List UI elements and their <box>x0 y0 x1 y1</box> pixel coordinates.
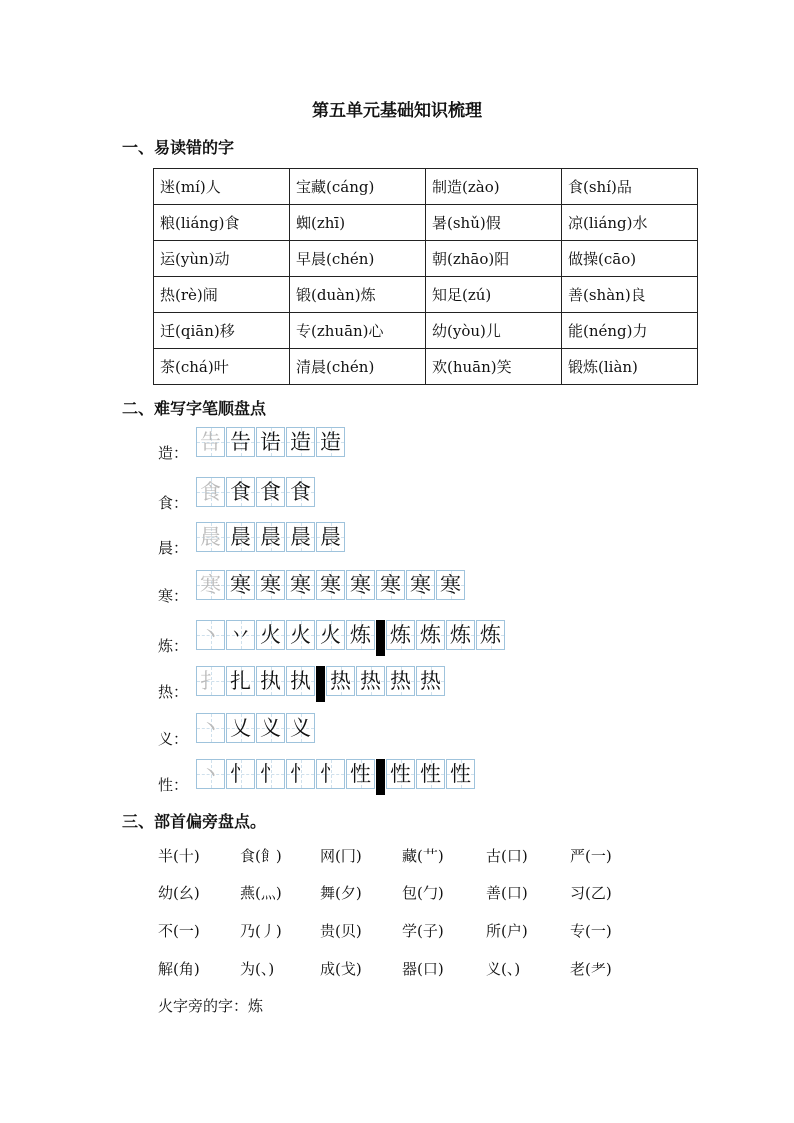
stroke-step-box <box>476 620 505 650</box>
table-row <box>154 241 698 277</box>
stroke-step-char: 炼 <box>420 623 441 647</box>
stroke-step-box <box>226 759 255 789</box>
radical-item: 成(戈) <box>320 960 362 978</box>
stroke-step-char: 热 <box>420 669 441 693</box>
table-cell: 早晨(chén) <box>290 241 426 277</box>
stroke-step-char: 扌 <box>200 669 221 693</box>
section-heading-misread: 一、易读错的字 <box>122 138 235 157</box>
section-heading-radicals: 三、部首偏旁盘点。 <box>122 812 267 831</box>
stroke-step-char: 丶 <box>200 623 221 647</box>
stroke-step-box <box>226 477 255 507</box>
stroke-step-box <box>196 522 225 552</box>
stroke-step-box <box>256 427 285 457</box>
radical-item: 老(耂) <box>570 960 612 978</box>
table-row <box>154 349 698 385</box>
radical-item: 善(口) <box>486 884 528 902</box>
stroke-step-char: 寒 <box>440 573 461 597</box>
stroke-step-box <box>386 666 415 696</box>
stroke-step-box <box>226 666 255 696</box>
page-break-bar <box>376 620 385 656</box>
radical-item: 学(子) <box>402 922 444 940</box>
table-cell: 宝藏(cáng) <box>290 169 426 205</box>
fire-radical-note: 火字旁的字：炼 <box>158 997 264 1015</box>
stroke-step-char: 丶 <box>200 762 221 786</box>
table-cell: 运(yùn)动 <box>154 241 290 277</box>
stroke-step-char: 晨 <box>320 525 341 549</box>
stroke-order-label: 造： <box>158 444 189 462</box>
radical-item: 幼(幺) <box>158 884 200 902</box>
stroke-step-char: 执 <box>260 669 281 693</box>
radical-item: 贵(贝) <box>320 922 362 940</box>
stroke-step-char: 告 <box>230 430 251 454</box>
stroke-step-char: 忄 <box>290 762 311 786</box>
table-cell: 食(shí)品 <box>562 169 698 205</box>
radical-item: 食(飠) <box>240 847 282 865</box>
stroke-step-box <box>416 620 445 650</box>
page-break-bar <box>316 666 325 702</box>
radical-item: 器(口) <box>402 960 444 978</box>
radical-item: 解(角) <box>158 960 200 978</box>
stroke-step-char: 炼 <box>450 623 471 647</box>
stroke-step-char: 晨 <box>230 525 251 549</box>
stroke-step-char: 热 <box>360 669 381 693</box>
stroke-step-char: 炼 <box>350 623 371 647</box>
stroke-step-box <box>346 570 375 600</box>
radical-item: 严(一) <box>570 847 612 865</box>
table-cell: 茶(chá)叶 <box>154 349 290 385</box>
stroke-step-char: 扎 <box>230 669 251 693</box>
stroke-order-boxes <box>196 427 346 457</box>
stroke-order-label: 食： <box>158 494 189 512</box>
stroke-step-char: 热 <box>330 669 351 693</box>
table-cell: 迷(mí)人 <box>154 169 290 205</box>
stroke-step-char: 晨 <box>200 525 221 549</box>
stroke-step-box <box>286 713 315 743</box>
stroke-step-char: 执 <box>290 669 311 693</box>
stroke-step-box <box>256 570 285 600</box>
stroke-step-char: 义 <box>260 716 281 740</box>
stroke-step-box <box>256 713 285 743</box>
stroke-step-box <box>226 427 255 457</box>
section-heading-stroke-order: 二、难写字笔顺盘点 <box>122 399 267 418</box>
stroke-step-char: 食 <box>260 480 281 504</box>
stroke-step-char: 诰 <box>260 430 281 454</box>
table-row <box>154 169 698 205</box>
stroke-step-box <box>416 666 445 696</box>
stroke-step-char: 寒 <box>320 573 341 597</box>
stroke-step-box <box>286 477 315 507</box>
table-cell: 蜘(zhī) <box>290 205 426 241</box>
stroke-order-boxes <box>196 713 316 743</box>
stroke-step-box <box>196 620 225 650</box>
stroke-step-char: 晨 <box>260 525 281 549</box>
table-cell: 专(zhuān)心 <box>290 313 426 349</box>
stroke-step-box <box>286 570 315 600</box>
radical-item: 乃(丿) <box>240 922 282 940</box>
radical-item: 习(乙) <box>570 884 612 902</box>
radical-item: 半(十) <box>158 847 200 865</box>
stroke-order-boxes <box>196 570 466 600</box>
stroke-order-label: 炼： <box>158 637 189 655</box>
stroke-step-box <box>286 666 315 696</box>
stroke-order-label: 寒： <box>158 587 189 605</box>
stroke-step-box <box>316 570 345 600</box>
table-cell: 迁(qiān)移 <box>154 313 290 349</box>
stroke-step-char: 造 <box>320 430 341 454</box>
stroke-order-boxes <box>196 522 346 552</box>
table-cell: 凉(liáng)水 <box>562 205 698 241</box>
misread-words-table <box>153 168 698 385</box>
stroke-step-box <box>256 522 285 552</box>
radical-item: 舞(夕) <box>320 884 362 902</box>
stroke-step-char: 性 <box>450 762 471 786</box>
stroke-step-box <box>196 427 225 457</box>
table-cell: 热(rè)闹 <box>154 277 290 313</box>
radical-item: 所(户) <box>486 922 528 940</box>
stroke-order-boxes <box>196 759 476 795</box>
table-cell: 锻(duàn)炼 <box>290 277 426 313</box>
stroke-step-char: 忄 <box>230 762 251 786</box>
stroke-step-box <box>416 759 445 789</box>
stroke-step-box <box>346 759 375 789</box>
stroke-order-label: 热： <box>158 683 189 701</box>
stroke-step-box <box>196 477 225 507</box>
stroke-step-box <box>316 759 345 789</box>
stroke-step-char: 寒 <box>350 573 371 597</box>
stroke-step-box <box>256 666 285 696</box>
stroke-step-box <box>196 570 225 600</box>
radical-item: 不(一) <box>158 922 200 940</box>
stroke-order-label: 晨： <box>158 539 189 557</box>
table-cell: 粮(liáng)食 <box>154 205 290 241</box>
stroke-step-box <box>286 522 315 552</box>
table-cell: 善(shàn)良 <box>562 277 698 313</box>
stroke-order-boxes <box>196 620 506 656</box>
stroke-step-box <box>316 620 345 650</box>
stroke-step-box <box>196 666 225 696</box>
stroke-step-box <box>256 620 285 650</box>
stroke-step-char: 忄 <box>320 762 341 786</box>
stroke-step-box <box>446 620 475 650</box>
radical-item: 网(冂) <box>320 847 362 865</box>
radical-item: 包(勹) <box>402 884 444 902</box>
stroke-step-char: 义 <box>290 716 311 740</box>
stroke-step-char: 造 <box>290 430 311 454</box>
radical-item: 藏(艹) <box>402 847 444 865</box>
stroke-step-box <box>386 620 415 650</box>
stroke-step-char: 寒 <box>230 573 251 597</box>
table-cell: 幼(yòu)儿 <box>426 313 562 349</box>
stroke-order-label: 义： <box>158 730 189 748</box>
stroke-order-boxes <box>196 477 316 507</box>
table-row <box>154 277 698 313</box>
stroke-step-box <box>436 570 465 600</box>
table-cell: 知足(zú) <box>426 277 562 313</box>
stroke-step-char: 丶 <box>200 716 221 740</box>
stroke-step-char: 乂 <box>230 716 251 740</box>
stroke-step-char: 热 <box>390 669 411 693</box>
stroke-step-char: 丷 <box>230 623 251 647</box>
stroke-step-box <box>386 759 415 789</box>
stroke-step-char: 寒 <box>200 573 221 597</box>
stroke-step-char: 食 <box>290 480 311 504</box>
page-title: 第五单元基础知识梳理 <box>312 101 482 121</box>
stroke-step-char: 性 <box>350 762 371 786</box>
table-cell: 做操(cāo) <box>562 241 698 277</box>
stroke-step-box <box>286 620 315 650</box>
table-cell: 朝(zhāo)阳 <box>426 241 562 277</box>
stroke-step-box <box>326 666 355 696</box>
stroke-step-char: 性 <box>420 762 441 786</box>
table-cell: 欢(huān)笑 <box>426 349 562 385</box>
stroke-step-box <box>356 666 385 696</box>
stroke-step-char: 性 <box>390 762 411 786</box>
stroke-step-char: 告 <box>200 430 221 454</box>
stroke-step-box <box>406 570 435 600</box>
stroke-order-label: 性： <box>158 776 189 794</box>
stroke-step-char: 火 <box>320 623 341 647</box>
stroke-step-char: 火 <box>290 623 311 647</box>
stroke-step-box <box>316 522 345 552</box>
table-cell: 制造(zào) <box>426 169 562 205</box>
stroke-step-box <box>226 713 255 743</box>
radical-item: 古(口) <box>486 847 528 865</box>
stroke-step-char: 晨 <box>290 525 311 549</box>
table-cell: 清晨(chén) <box>290 349 426 385</box>
table-cell: 能(néng)力 <box>562 313 698 349</box>
stroke-step-char: 寒 <box>410 573 431 597</box>
stroke-step-char: 寒 <box>290 573 311 597</box>
stroke-step-char: 食 <box>200 480 221 504</box>
stroke-step-box <box>226 522 255 552</box>
stroke-step-box <box>446 759 475 789</box>
stroke-step-char: 炼 <box>480 623 501 647</box>
stroke-step-box <box>376 570 405 600</box>
stroke-order-boxes <box>196 666 446 702</box>
stroke-step-char: 忄 <box>260 762 281 786</box>
stroke-step-char: 寒 <box>260 573 281 597</box>
table-cell: 暑(shǔ)假 <box>426 205 562 241</box>
stroke-step-box <box>196 713 225 743</box>
stroke-step-char: 火 <box>260 623 281 647</box>
radical-item: 燕(灬) <box>240 884 282 902</box>
stroke-step-box <box>346 620 375 650</box>
page-break-bar <box>376 759 385 795</box>
stroke-step-box <box>286 427 315 457</box>
radical-item: 义(、) <box>486 960 521 978</box>
table-row <box>154 205 698 241</box>
radical-item: 为(、) <box>240 960 275 978</box>
radical-item: 专(一) <box>570 922 612 940</box>
stroke-step-char: 寒 <box>380 573 401 597</box>
stroke-step-char: 食 <box>230 480 251 504</box>
table-cell: 锻炼(liàn) <box>562 349 698 385</box>
stroke-step-box <box>286 759 315 789</box>
stroke-step-box <box>226 570 255 600</box>
stroke-step-char: 炼 <box>390 623 411 647</box>
table-row <box>154 313 698 349</box>
stroke-step-box <box>316 427 345 457</box>
stroke-step-box <box>226 620 255 650</box>
stroke-step-box <box>256 477 285 507</box>
stroke-step-box <box>256 759 285 789</box>
stroke-step-box <box>196 759 225 789</box>
